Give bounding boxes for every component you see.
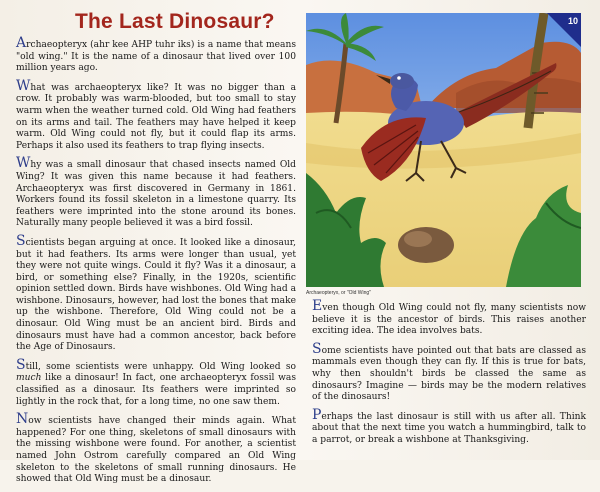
drop-cap: S (16, 232, 26, 249)
paragraph-3 (16, 155, 296, 230)
archaeopteryx-illustration (306, 13, 581, 287)
paragraph-text: ome scientists have pointed out that bats are classed as mammals even though they can fly. If this is true for bats, why then shouldn't birds be classed the same as dinosaurs? Imagine — birds may be the modern relatives of the dinosaurs! (312, 345, 586, 403)
paragraph-text: cientists began arguing at once. It looked like a dinosaur, but it had feathers. Its arms were longer than usual, yet they were not quite wings. Could it fly? Was it a dinosaur, a bird, or something else? Finally, in the 1920s, scientific opinion settled down. Birds have wishbones. Old Wing had a wishbone. Dinosaurs, however, had lost the bones that make up the wishbone. Therefore, Old Wing could not be a dinosaur. Old Wing must be an ancient bird. Birds and dinosaurs must have had a common ancestor, back before the Age of Dinosaurs. (16, 237, 296, 353)
paragraph-text: rchaeopteryx (ahr kee AHP tuhr iks) is a name that means "old wing." It is the name of a dinosaur that lived over 100 million years ago. (16, 40, 296, 74)
paragraph-2 (16, 77, 296, 153)
right-column (312, 298, 586, 453)
paragraph-text: ven though Old Wing could not fly, many scientists now believe it is the ancestor of birds. This raises another exciting idea. The idea involves bats. (312, 303, 586, 337)
drop-cap: S (312, 340, 322, 357)
illustration-svg (306, 13, 581, 287)
paragraph-1 (16, 35, 296, 75)
drop-cap: W (16, 77, 31, 94)
drop-cap: E (312, 298, 323, 314)
rock-highlight (404, 231, 432, 247)
drop-cap: N (16, 411, 29, 428)
drop-cap: S (16, 356, 26, 373)
bird-head (390, 73, 414, 89)
paragraph-text: hat was archaeopteryx like? It was no bigger than a crow. It probably was warm-blooded, but too small to stay warm when the weather turned cold. Old Wing had feathers on its arms and tail. The feathers may have helped it keep warm. Old Wing could not fly, but it could flap its arms. Perhaps it also used its feathers to trap flying insects. (16, 82, 296, 151)
drop-cap: A (16, 35, 27, 51)
left-column (16, 35, 296, 492)
paragraph-text: till, some scientists were unhappy. Old Wing looked so (25, 361, 296, 372)
paragraph-text: erhaps the last dinosaur is still with us after all. Think about that the next time you watch a hummingbird, talk to a parrot, or break a wishbone at Thanksgiving. (312, 411, 586, 445)
bird-eye (397, 76, 401, 80)
drop-cap: P (312, 406, 322, 423)
drop-cap: W (16, 155, 31, 172)
page-title: The Last Dinosaur? (75, 10, 275, 33)
paragraph-text: like a dinosaur! In fact, one archaeopteryx fossil was classified as a dinosaur. Its feathers were imprinted so lightly in the rock that, for a long time, no one saw them. (16, 373, 296, 407)
emphasis-text: much (16, 373, 42, 384)
paragraph-4 (16, 232, 296, 354)
paragraph-6 (16, 411, 296, 486)
page-number: 10 (567, 16, 578, 26)
paragraph-text: ow scientists have changed their minds again. What happened? For one thing, skeletons of small dinosaurs with the missing wishbone were found. For another, a scientist named John Ostrom carefully compared an Old Wing skeleton to the skeletons of small running dinosaurs. He showed that Old Wing must be a dinosaur. (16, 416, 296, 485)
illustration-caption: Archaeopteryx, or "Old Wing" (306, 290, 371, 296)
paragraph-text: hy was a small dinosaur that chased insects named Old Wing? It was given this name because it had feathers. Archaeopteryx was first discovered in Germany in 1861. Workers found its fossil skeleton in a limestone quarry. Its feathers were imprinted into the stone around its bones. Naturally many people believed it was a bird fossil. (16, 160, 296, 229)
paragraph-5 (16, 356, 296, 408)
paragraph-8 (312, 340, 586, 404)
paragraph-7 (312, 298, 586, 338)
paragraph-9 (312, 406, 586, 447)
